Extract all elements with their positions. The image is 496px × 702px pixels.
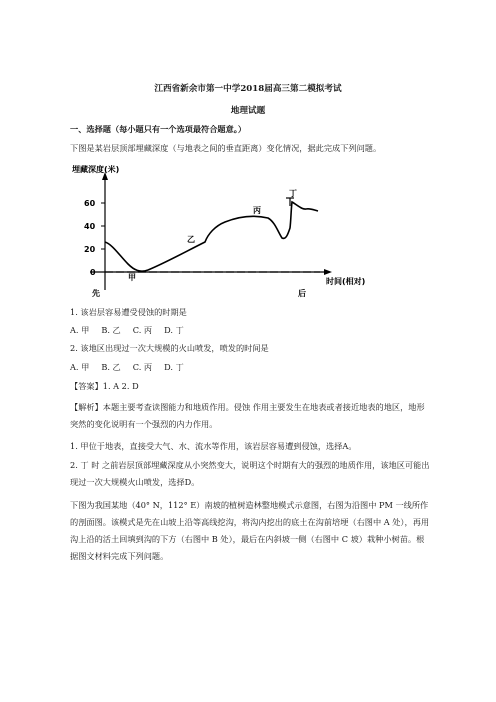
exam-title: 江西省新余市第一中学2018届高三第二模拟考试 (154, 84, 342, 94)
q2-option-c: C. 丙 (132, 362, 153, 372)
q2-option-b: B. 乙 (101, 362, 121, 372)
burial-depth-figure (70, 160, 390, 300)
q1-option-c: C. 丙 (132, 325, 153, 335)
q1-option-d: D. 丁 (164, 325, 184, 335)
point-label-yi: 乙 (187, 235, 195, 244)
section-intro: 下图是某岩层顶部埋藏深度（与地表之间的垂直距离）变化情况，据此完成下列问题。 (70, 143, 382, 153)
question-2-stem: 2. 该地区出现过一次大规模的火山喷发，喷发的时间是 (70, 343, 269, 353)
point-label-bing: 丙 (253, 206, 261, 215)
question-2-options (70, 362, 196, 373)
time-end-label: 后 (298, 289, 306, 298)
analysis-main: 【解析】本题主要考查读图能力和地质作用。侵蚀 作用主要发生在地表或者接近地表的地区，地形突然的变化说明有一个强烈的内力作用。 (70, 402, 425, 429)
y-axis-label: 埋藏深度(米) (72, 165, 120, 174)
section-2-intro: 下图为我国某地（40° N，112° E）南坡的植树造林整地模式示意图，右图为沿图中 PM 一线所作的剖面图。该模式是先在山坡上沿等高线挖沟，将沟内挖出的底土在沟前培埂（右图中 A 处），再用沟上沿的活土回填到沟的下方（右图中 B 处），最后在内斜坡一侧（右图中 C 坡）栽种小树苗。根据图文材料完成下列问题。 (70, 500, 430, 561)
analysis-point-1: 1. 甲位于地表，直接受大气、水、流水等作用，该岩层容易遭到侵蚀，选择A。 (70, 441, 357, 451)
x-axis-label: 时间(相对) (326, 277, 366, 286)
exam-subtitle: 地理试题 (230, 106, 266, 116)
section-heading: 一、选择题（每小题只有一个选项最符合题意。） (70, 124, 247, 134)
y-tick-60: 60 (84, 199, 96, 208)
analysis-point-2: 2. 丁 时 之前岩层顶部埋藏深度从小突然变大，说明这个时期有大的强烈的地质作用，该地区可能出现过一次大规模火山喷发，选择D。 (70, 460, 430, 487)
y-tick-0: 0 (90, 268, 96, 277)
y-tick-20: 20 (84, 245, 96, 254)
question-1-stem: 1. 该岩层容易遭受侵蚀的时期是 (70, 307, 187, 317)
time-start-label: 先 (92, 289, 100, 298)
q1-option-b: B. 乙 (101, 325, 121, 335)
answer-line: 【答案】1. A 2. D (70, 381, 139, 391)
point-label-jia: 甲 (128, 273, 136, 282)
x-axis-arrow (324, 269, 332, 275)
point-label-ding: 丁 (289, 189, 297, 198)
y-tick-40: 40 (84, 222, 96, 231)
q2-option-d: D. 丁 (164, 362, 184, 372)
question-1-options (70, 325, 196, 336)
q1-option-a: A. 甲 (70, 325, 90, 335)
depth-curve (105, 202, 318, 271)
q2-option-a: A. 甲 (70, 362, 90, 372)
